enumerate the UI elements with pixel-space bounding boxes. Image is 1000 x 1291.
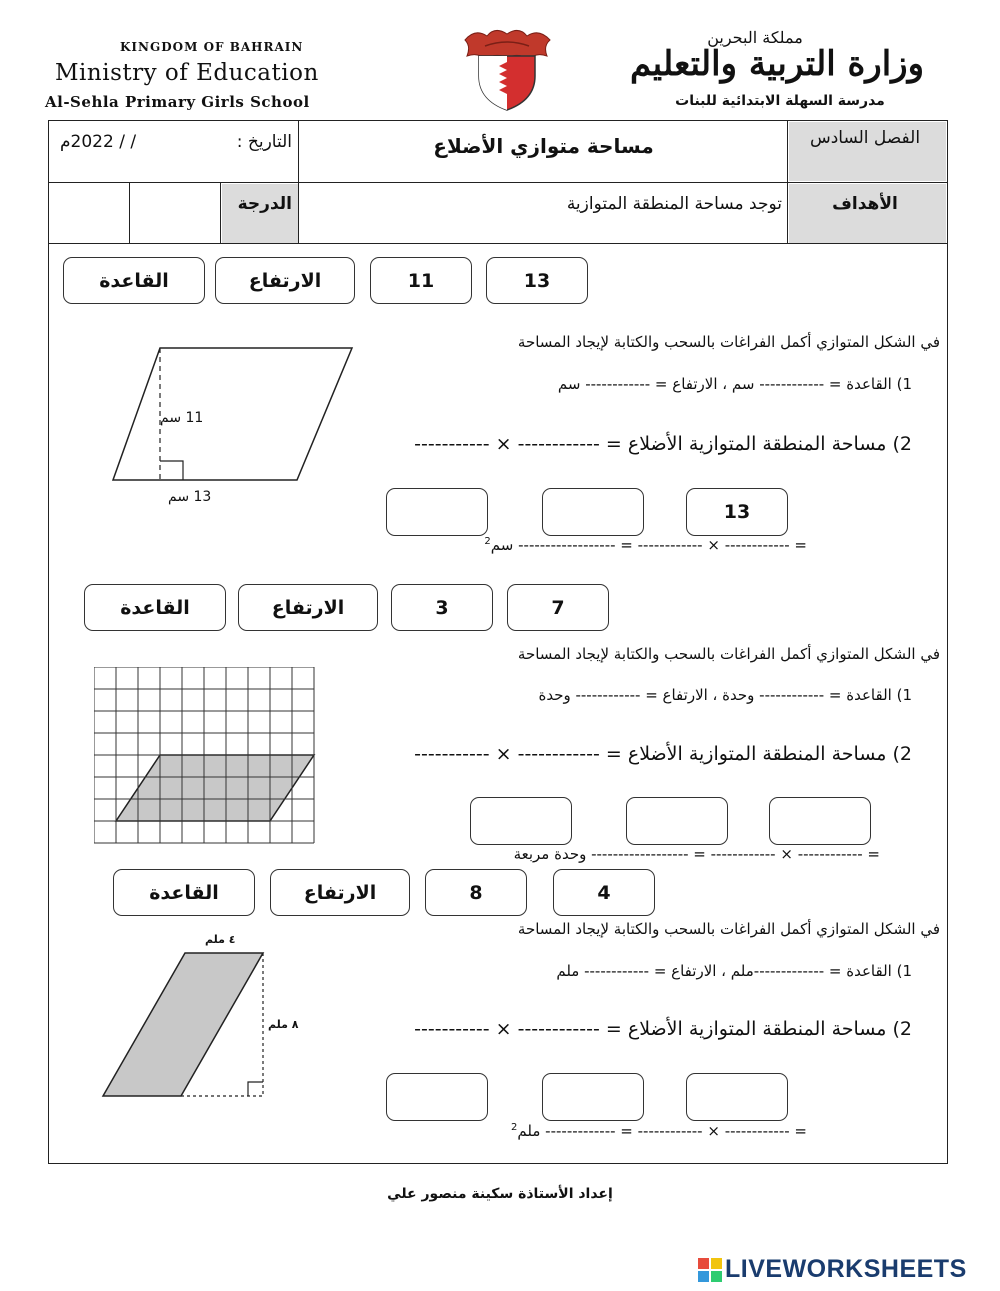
answer-line-2: 2) مساحة المنطقة المتوازية الأضلاع = ------------ × ----------- (414, 743, 912, 765)
date-label: التاريخ : (236, 132, 292, 152)
answer-line-3-text: = ------------ × ------------ = ------------- ملم (517, 1122, 807, 1140)
objective-text: توجد مساحة المنطقة المتوازية (566, 194, 782, 214)
word-tile[interactable]: 4 (553, 869, 655, 916)
answer-drop-box[interactable] (626, 797, 728, 845)
answer-line-2: 2) مساحة المنطقة المتوازية الأضلاع = ------------ × ----------- (414, 1018, 912, 1040)
word-tile[interactable]: القاعدة (84, 584, 226, 631)
answer-line-3 (484, 536, 807, 554)
kingdom-ar: مملكة البحرين (707, 28, 803, 47)
word-tile[interactable]: 8 (425, 869, 527, 916)
worksheet-title: مساحة متوازي الأضلاع (433, 134, 654, 158)
ministry-en: Ministry of Education (55, 60, 319, 86)
word-tile[interactable]: 3 (391, 584, 493, 631)
kingdom-en: KINGDOM OF BAHRAIN (120, 40, 304, 54)
height-label: ٨ ملم (268, 1018, 299, 1031)
parallelogram-figure-3 (100, 950, 270, 1100)
liveworksheets-logo-icon (698, 1258, 722, 1282)
answer-drop-box[interactable] (769, 797, 871, 845)
ministry-ar: وزارة التربية والتعليم (630, 44, 924, 84)
answer-drop-box[interactable]: 13 (686, 488, 788, 536)
answer-line-1: 1) القاعدة = -------------ملم ، الارتفاع = ------------ ملم (556, 962, 912, 980)
date-value: / / 2022م (60, 132, 137, 152)
answer-drop-box[interactable] (470, 797, 572, 845)
answer-line-3: = ------------ × ------------ = ------------------ وحدة مربعة (513, 845, 880, 863)
score-total (134, 188, 216, 238)
shaded-parallelogram (116, 755, 314, 821)
parallelogram-figure-1 (105, 343, 360, 488)
unit-superscript: 2 (511, 1122, 518, 1133)
answer-drop-box[interactable] (386, 488, 488, 536)
grade-label: الفصل السادس (809, 128, 921, 148)
word-tile[interactable]: القاعدة (113, 869, 255, 916)
word-tile[interactable]: الارتفاع (215, 257, 355, 304)
answer-line-2: 2) مساحة المنطقة المتوازية الأضلاع = ------------ × ----------- (414, 433, 912, 455)
height-label: 11 سم (160, 410, 204, 426)
grid-figure (94, 667, 316, 845)
unit-superscript: 2 (484, 536, 491, 547)
word-tile[interactable]: الارتفاع (270, 869, 410, 916)
top-label: ٤ ملم (205, 933, 236, 946)
score-label: الدرجة (237, 194, 292, 214)
answer-drop-box[interactable] (542, 488, 644, 536)
score-input[interactable] (55, 188, 125, 238)
answer-drop-box[interactable] (686, 1073, 788, 1121)
answer-drop-box[interactable] (542, 1073, 644, 1121)
instruction: في الشكل المتوازي أكمل الفراغات بالسحب والكتابة لإيجاد المساحة (517, 333, 940, 351)
school-ar: مدرسة السهلة الابتدائية للبنات (675, 93, 885, 109)
word-tile[interactable]: القاعدة (63, 257, 205, 304)
instruction: في الشكل المتوازي أكمل الفراغات بالسحب والكتابة لإيجاد المساحة (517, 920, 940, 938)
word-tile[interactable]: 13 (486, 257, 588, 304)
base-label: 13 سم (168, 489, 212, 505)
word-tile[interactable]: 11 (370, 257, 472, 304)
instruction: في الشكل المتوازي أكمل الفراغات بالسحب والكتابة لإيجاد المساحة (517, 645, 940, 663)
author-credit: إعداد الأستاذة سكينة منصور علي (387, 1186, 613, 1202)
answer-line-3-text: = ------------ × ------------ = ------------------ سم (490, 536, 807, 554)
school-en: Al-Sehla Primary Girls School (45, 93, 310, 111)
word-tile[interactable]: 7 (507, 584, 609, 631)
answer-line-3 (511, 1122, 807, 1140)
answer-drop-box[interactable] (386, 1073, 488, 1121)
objectives-label: الأهداف (832, 194, 898, 214)
bahrain-emblem (455, 26, 560, 114)
word-tile[interactable]: الارتفاع (238, 584, 378, 631)
liveworksheets-brand: LIVEWORKSHEETS (725, 1255, 967, 1283)
answer-line-1: 1) القاعدة = ------------ وحدة ، الارتفاع = ------------ وحدة (538, 686, 912, 704)
answer-line-1: 1) القاعدة = ------------ سم ، الارتفاع = ------------ سم (557, 375, 912, 393)
